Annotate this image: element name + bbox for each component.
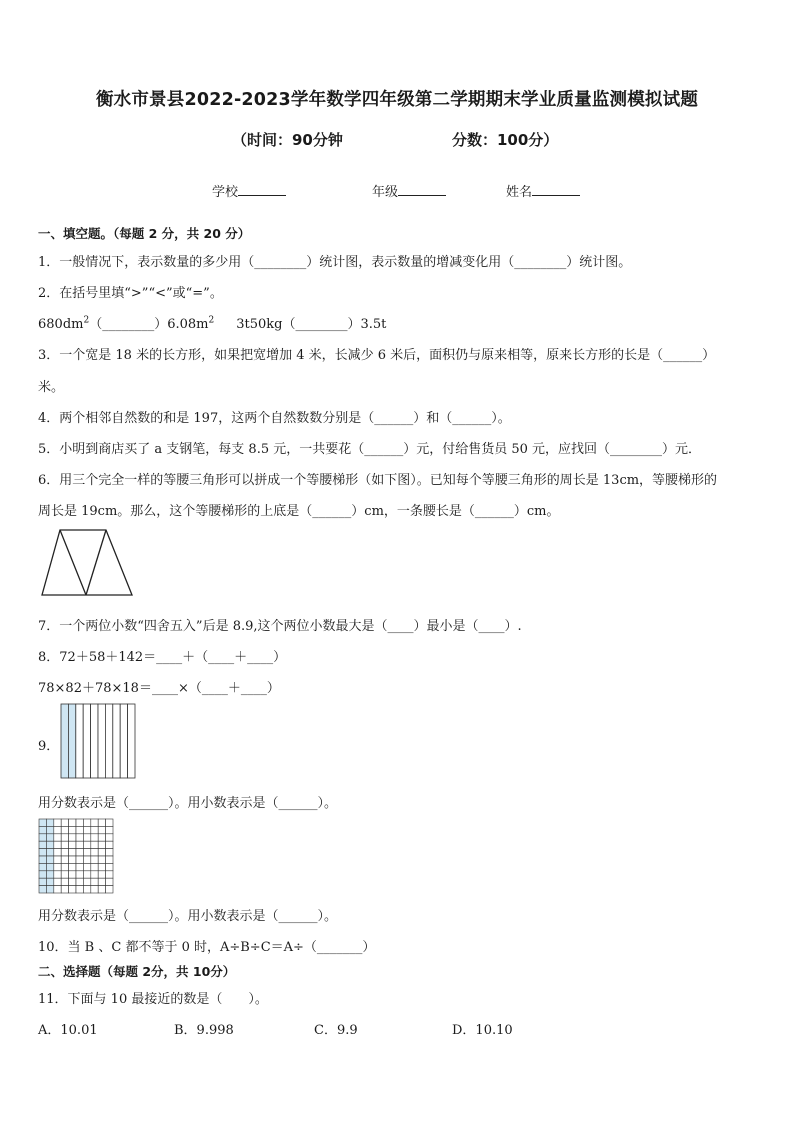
- q2-item-a: 680dm: [38, 317, 84, 332]
- grid-cell: [91, 834, 98, 841]
- grid-cell: [91, 856, 98, 863]
- grade-field: [372, 181, 446, 200]
- question-10: 10．当 B 、C 都不等于 0 时，A÷B÷C＝A÷（_______）: [38, 940, 376, 955]
- strip: [91, 704, 98, 778]
- grid-cell: [106, 826, 113, 833]
- grid-cell: [91, 819, 98, 826]
- grid-cell: [69, 871, 76, 878]
- section-fill-blank-heading: 一、填空题。（每题 2 分，共 20 分）: [38, 226, 251, 241]
- grid-cell: [91, 871, 98, 878]
- grid-cell-shaded: [39, 826, 46, 833]
- grid-cell: [83, 878, 90, 885]
- grid-cell: [69, 856, 76, 863]
- grid-cell: [54, 819, 61, 826]
- question-9-answer-1: 用分数表示是（______）。用小数表示是（______）。: [38, 796, 338, 811]
- grid-cell: [61, 841, 68, 848]
- q11-option-c[interactable]: C．9.9: [314, 1023, 358, 1038]
- question-4: 4．两个相邻自然数的和是 197，这两个自然数数分别是（______）和（______）。: [38, 411, 511, 426]
- question-2-items: [38, 313, 386, 332]
- question-8-line1: 8．72＋58＋142＝____＋（____＋____）: [38, 650, 287, 665]
- grid-cell: [83, 856, 90, 863]
- strip: [120, 704, 127, 778]
- grid-cell: [76, 819, 83, 826]
- grid-cell: [76, 849, 83, 856]
- grid-cell-shaded: [46, 849, 53, 856]
- grid-cell-shaded: [39, 886, 46, 893]
- grid-cell: [76, 834, 83, 841]
- q11-option-b[interactable]: B．9.998: [174, 1023, 234, 1038]
- grid-cell: [76, 841, 83, 848]
- grid-cell: [106, 886, 113, 893]
- grid-cell: [69, 834, 76, 841]
- grid-cell: [61, 886, 68, 893]
- grid-cell: [106, 841, 113, 848]
- grid-cell: [91, 841, 98, 848]
- question-2: 2．在括号里填“>”“<”或“=”。: [38, 286, 223, 301]
- question-3-line1: 3．一个宽是 18 米的长方形，如果把宽增加 4 米，长减少 6 米后，面积仍与原来相等，原来长方形的长是（______）: [38, 348, 716, 363]
- grid-cell-shaded: [39, 834, 46, 841]
- grid-cell-shaded: [39, 856, 46, 863]
- grid-cell: [106, 819, 113, 826]
- name-label: 姓名: [506, 185, 533, 200]
- grid-cell: [106, 863, 113, 870]
- grid-cell: [91, 849, 98, 856]
- q2-item-b-sup: 2: [208, 315, 215, 326]
- grid-cell: [69, 826, 76, 833]
- grid-cell-shaded: [46, 871, 53, 878]
- question-9-answer-2: 用分数表示是（______）。用小数表示是（______）。: [38, 909, 338, 924]
- grid-cell: [76, 871, 83, 878]
- grid-cell: [69, 863, 76, 870]
- strip: [76, 704, 83, 778]
- q11-option-a[interactable]: A．10.01: [38, 1023, 98, 1038]
- grid-cell: [106, 849, 113, 856]
- strip: [98, 704, 105, 778]
- grid-cell-shaded: [39, 863, 46, 870]
- grid-cell: [69, 878, 76, 885]
- question-6-line1: 6．用三个完全一样的等腰三角形可以拼成一个等腰梯形（如下图）。已知每个等腰三角形的周长是 13cm，等腰梯形的: [38, 473, 718, 488]
- grid-cell: [69, 886, 76, 893]
- school-blank[interactable]: [238, 183, 286, 196]
- question-3-line2: 米。: [38, 380, 65, 395]
- trapezoid-figure: [38, 527, 134, 599]
- strip: [128, 704, 135, 778]
- grid-cell: [54, 878, 61, 885]
- grid-cell: [54, 863, 61, 870]
- question-5: 5．小明到商店买了 a 支钢笔，每支 8.5 元，一共要花（______）元，付给售货员 50 元，应找回（________）元．: [38, 442, 702, 457]
- trapezoid-inner-line-left: [60, 530, 86, 595]
- grid-cell: [61, 878, 68, 885]
- section-choice-heading: 二、选择题（每题 2分，共 10分）: [38, 964, 236, 979]
- grid-cell-shaded: [46, 841, 53, 848]
- grid-cell-shaded: [46, 886, 53, 893]
- grid-cell-shaded: [46, 863, 53, 870]
- hundred-grid-diagram: [38, 818, 114, 894]
- grid-cell: [91, 826, 98, 833]
- exam-time: （时间：90分钟: [232, 131, 343, 149]
- grid-cell-shaded: [46, 856, 53, 863]
- name-blank[interactable]: [532, 183, 580, 196]
- grid-cell: [54, 849, 61, 856]
- grid-cell: [54, 871, 61, 878]
- school-label: 学校: [212, 185, 239, 200]
- grid-cell: [91, 878, 98, 885]
- strip: [83, 704, 90, 778]
- grid-cell: [91, 863, 98, 870]
- question-6-line2: 周长是 19cm。那么，这个等腰梯形的上底是（______）cm，一条腰长是（______）cm。: [38, 504, 560, 519]
- grid-cell-shaded: [39, 849, 46, 856]
- grid-cell: [98, 834, 105, 841]
- grid-cell-shaded: [46, 834, 53, 841]
- grid-cell: [106, 878, 113, 885]
- grid-cell: [61, 819, 68, 826]
- grid-cell: [83, 871, 90, 878]
- q11-option-d[interactable]: D．10.10: [452, 1023, 513, 1038]
- grid-cell: [98, 849, 105, 856]
- grid-cell: [106, 871, 113, 878]
- grid-cell: [61, 834, 68, 841]
- grid-cell-shaded: [39, 819, 46, 826]
- grade-blank[interactable]: [398, 183, 446, 196]
- grid-cell: [61, 863, 68, 870]
- grid-cell: [69, 849, 76, 856]
- name-field: [506, 181, 580, 200]
- school-field: [212, 181, 286, 200]
- grid-cell: [54, 826, 61, 833]
- question-8-line2: 78×82＋78×18＝____×（____＋____）: [38, 681, 280, 696]
- grid-cell: [83, 849, 90, 856]
- strip: [105, 704, 112, 778]
- grid-cell: [106, 834, 113, 841]
- grid-cell: [76, 878, 83, 885]
- grid-cell: [98, 878, 105, 885]
- grid-cell-shaded: [39, 841, 46, 848]
- strip-shaded: [61, 704, 68, 778]
- question-11: 11．下面与 10 最接近的数是（ ）。: [38, 992, 268, 1007]
- grid-cell: [54, 886, 61, 893]
- grid-cell: [61, 849, 68, 856]
- grid-cell: [76, 863, 83, 870]
- grid-cell-shaded: [39, 878, 46, 885]
- grid-cell: [54, 841, 61, 848]
- grid-cell: [98, 886, 105, 893]
- grid-cell: [106, 856, 113, 863]
- grid-cell: [98, 863, 105, 870]
- grid-cell: [69, 819, 76, 826]
- grid-cell: [76, 886, 83, 893]
- question-1: 1．一般情况下，表示数量的多少用（________）统计图，表示数量的增减变化用（________）统计图。: [38, 255, 632, 270]
- q2-item-b: （________）6.08m: [89, 317, 209, 332]
- strip-diagram: [60, 703, 136, 779]
- grid-cell: [76, 826, 83, 833]
- trapezoid-inner-line-right: [86, 530, 106, 595]
- grid-cell: [91, 886, 98, 893]
- grid-cell: [61, 856, 68, 863]
- question-7: 7．一个两位小数“四舍五入”后是 8.9,这个两位小数最大是（____）最小是（____）.: [38, 619, 522, 634]
- grid-cell-shaded: [46, 819, 53, 826]
- grid-cell: [98, 819, 105, 826]
- grid-cell: [83, 834, 90, 841]
- trapezoid-outline: [42, 530, 132, 595]
- q2-item-a-sup: 2: [83, 315, 90, 326]
- strip: [113, 704, 120, 778]
- grid-cell: [83, 886, 90, 893]
- grade-label: 年级: [372, 185, 399, 200]
- grid-cell: [54, 834, 61, 841]
- grid-cell: [83, 841, 90, 848]
- question-9-label: 9．: [38, 739, 60, 754]
- strip-shaded: [68, 704, 75, 778]
- grid-cell: [83, 863, 90, 870]
- page-title: 衡水市景县2022-2023学年数学四年级第二学期期末学业质量监测模拟试题: [95, 90, 699, 110]
- grid-cell: [98, 856, 105, 863]
- grid-cell: [54, 856, 61, 863]
- grid-cell: [83, 826, 90, 833]
- grid-cell: [98, 871, 105, 878]
- grid-cell: [76, 856, 83, 863]
- grid-cell: [69, 841, 76, 848]
- grid-cell: [98, 841, 105, 848]
- q2-item-c: 3t50kg（________）3.5t: [236, 317, 387, 332]
- grid-cell: [98, 826, 105, 833]
- grid-cell-shaded: [39, 871, 46, 878]
- grid-cell: [83, 819, 90, 826]
- grid-cell-shaded: [46, 878, 53, 885]
- grid-cell: [61, 826, 68, 833]
- grid-cell-shaded: [46, 826, 53, 833]
- exam-score: 分数：100分）: [452, 131, 559, 149]
- grid-cell: [61, 871, 68, 878]
